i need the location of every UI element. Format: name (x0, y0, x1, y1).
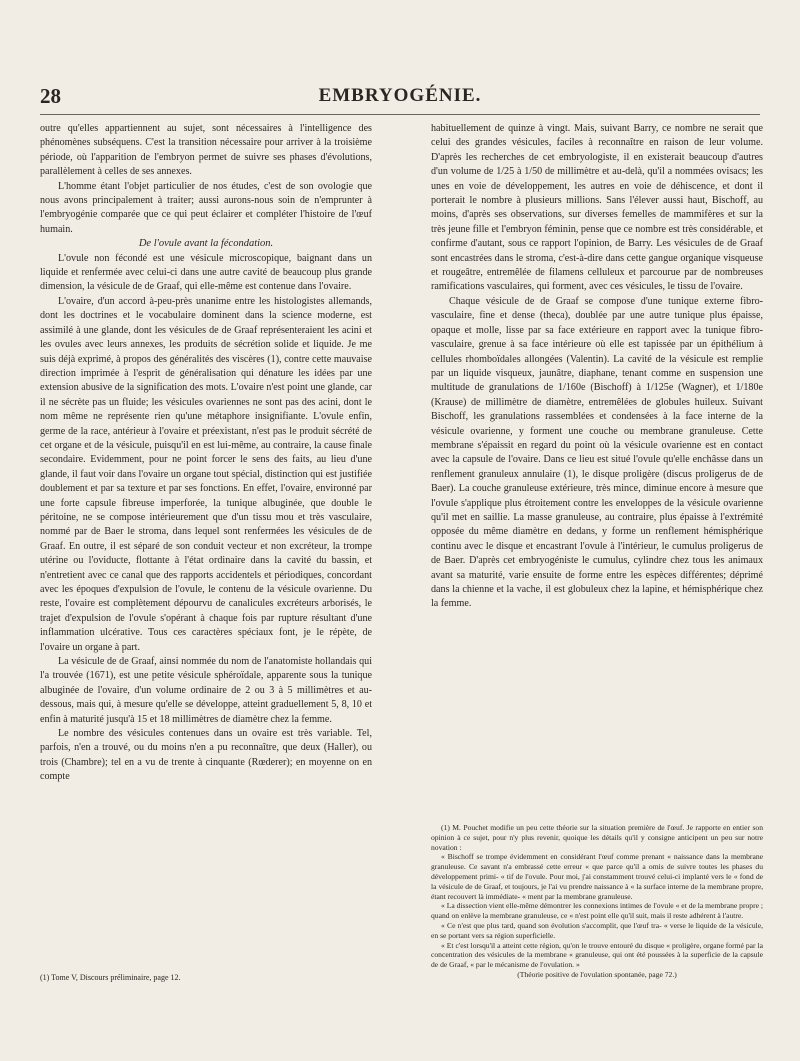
footnote-text: (1) Tome V, Discours préliminaire, page 12. (40, 973, 181, 982)
paragraph: L'homme étant l'objet particulier de nos études, c'est de son ovologie que nous avons principalement à traiter; aussi aurons-nous soin de n'emprunter à l'embryogénie comparée que ce qui peut éclairer et compléter l'histoire de l'œuf humain. (40, 180, 372, 235)
left-column (40, 122, 372, 785)
footnote-source: (Théorie positive de l'ovulation spontanée, page 72.) (517, 969, 677, 979)
paragraph: habituellement de quinze à vingt. Mais, suivant Barry, ce nombre ne serait que celui des grandes vésicules, faciles à reconnaître en raison de leur volume. D'après les recherches de cet embryologiste, il en existerait beaucoup d'autres d'un volume de 1/25 à 1/50 de millimètre et au-delà, qu'il a nommées ovisacs; les unes en voie de développement, les autres en voie de déhiscence, et dont il porterait le nombre à plusieurs millions. Sans l'élever aussi haut, Bischoff, au moins, d'après ses observations, sur diverses femelles de mammifères et sur la très jeune fille et l'embryon féminin, pense que ce nombre est très considérable, et confirme d'autant, sous ce rapport l'opinion, de Barry. Les vésicules de de Graaf sont encastrées dans le stroma, c'est-à-dire dans cette gangue organique visqueuse et rougeâtre, entremêlée de filamens celluleux et parcourue par de nombreuses ramifications vasculaires, qui forment, avec ces vésicules, le tissu de l'ovaire. (431, 123, 763, 293)
paragraph: Chaque vésicule de de Graaf se compose d'une tunique externe fibro-vasculaire, fine et dense (theca), doublée par une autre tunique plus épaisse, opaque et molle, lisse par sa face extérieure en rapport avec la tunique fibro-vasculaire, grenue à sa face intérieure où elle est tapissée par un épithélium à cellules rhomboïdales allongées (Valentin). La cavité de la vésicule est remplie par un liquide visqueux, jaunâtre, diaphane, tenant comme en suspension une multitude de granulations de 1/160e (Bischoff) à 1/125e (Wagner), et 1/180e (Krause) de millimètre de diamètre, entremêlées de globules huileux. Suivant Bischoff, les granulations rassemblées et condensées à la face interne de la vésicule ovarienne, y forment une couche ou membrane granuleuse. Cette membrane s'épaissit en regard du point où la vésicule ovarienne est en contact avec la capsule de l'ovaire. Dans ce lieu est situé l'ovule qu'elle enchâsse dans un renflement granuleux annulaire (1), le disque proligère (discus proligerus de de Baer). La couche granuleuse extérieure, très mince, diminue encore à mesure que l'ovule s'applique plus étroitement contre les enveloppes de la vésicule ovarienne qu'il met en saillie. La masse granuleuse, au contraire, plus épaisse à l'extrémité opposée du même diamètre en dedans, y forme un renflement hémisphérique continu avec le disque et encastrant l'ovule à l'intérieur, le cumulus proligerus de de Baer. D'après cet embryogéniste le cumulus, cylindre chez tous les animaux avant sa maturité, varie ensuite de forme entre les espèces différentes; déprimé dans la chienne et la vache, il est globuleux chez la lapine, et hémisphérique chez la femme. (431, 295, 763, 610)
paragraph: outre qu'elles appartiennent au sujet, sont nécessaires à l'intelligence des phénomènes subséquens. C'est la transition nécessaire pour arriver à la troisième période, où l'apparition de l'embryon permet de suivre ses phases d'évolutions, parallèlement à celles de ses annexes. (40, 123, 372, 178)
page-number: 28 (40, 84, 61, 108)
paragraph: La vésicule de de Graaf, ainsi nommée du nom de l'anatomiste hollandais qui l'a trouvée (1671), est une petite vésicule sphéroïdale, apparente sous la tunique albuginée de l'ovaire, d'un volume ordinaire de 2 ou 3 à 5 millimètres et au-dessous, mais qui, à mesure qu'elle se développe, atteint graduellement 5, 8, 10 et enfin à maturité jusqu'à 15 et 18 millimètres de diamètre chez la femme. (40, 656, 372, 725)
right-column (431, 122, 763, 612)
page-header (40, 84, 760, 115)
footnote-right (431, 823, 763, 980)
paragraph: Le nombre des vésicules contenues dans un ovaire est très variable. Tel, parfois, n'en a trouvé, ou du moins n'en a pu reconnaître, que deux (Haller), ou trois (Chambre); tel en a vu de trente à cinquante (Rœderer); en moyenne on en compte (40, 728, 372, 783)
paragraph: L'ovaire, d'un accord à-peu-près unanime entre les histologistes allemands, dont les doctrines et le vocabulaire dominent dans la science moderne, est assimilé à une glande, dont les vésicules de de Graaf représenteraient les acini et les ovules avec leurs annexes, les produits de sécrétion solide et liquide. Je me suis déjà exprimé, à propos des généralités des viscères (1), contre cette mauvaise direction imprimée à l'esprit de généralisation qui dénature les idées par une extension abusive de la signification des mots. L'ovaire n'est point une glande, car il ne sécrète pas un fluide; les vésicules ovariennes ne sont pas des acini, dont le nom même ne représente rien qu'une métaphore insignifiante. L'ovule enfin, germe de la race, antérieur à l'ovaire et préexistant, n'est pas le produit sécrété de cet organe et de la vésicule, puisqu'il en est lui-même, au contraire, la cause finale secondaire. Evidemment, pour ne point forcer le sens des faits, au lieu d'une glande, il faut voir dans l'ovaire un organe tout spécial, distinction qui est justifiée doublement et par sa texture et par ses fonctions. En effet, l'ovaire, environné par une forte capsule fibreuse imperforée, la tunique albuginée, que double le péritoine, ne se compose intérieurement que d'un tissu mou et très vasculaire, nommé par de Baer le stroma, dans lequel sont renfermées les vésicules de de Graaf. En outre, il est séparé de son conduit vecteur et non excréteur, la trompe utérine ou l'oviducte, flottante à l'état ordinaire dans la cavité du bassin, et n'entretient avec ce canal que des rapports accidentels et périodiques, concordant avec les époques d'expulsion de l'ovule, le contenu de la vésicule ovarienne. Du reste, l'ovaire est complètement dépourvu de canalicules excréteurs arborisés, le trajet d'expulsion de l'ovule s'opérant à chaque fois par rupture résultant d'une inflammation ulcérative. Tous ces caractères spéciaux font, je le répète, de l'ovaire un organe à part. (40, 295, 372, 653)
running-head: EMBRYOGÉNIE. (318, 85, 482, 106)
section-title: De l'ovule avant la fécondation. (138, 238, 274, 250)
footnote-paragraph: « Et c'est lorsqu'il a atteint cette région, qu'on le trouve entouré du disque « proligère, organe formé par la concentration des vésicules de la membrane « granuleuse, qui ont été poussées à la superficie de la capsule de de Graaf, « par le mécanisme de l'ovulation. » (431, 940, 763, 970)
footnote-paragraph: « Bischoff se trompe évidemment en considérant l'œuf comme prenant « naissance dans la membrane granuleuse. Ce savant n'a embrassé cette erreur « que parce qu'il a omis de suivre toutes les phases du développement primi- « tif de l'ovule. Pour moi, j'ai constamment trouvé celui-ci implanté vers le « fond de la vésicule de de Graaf, et toujours, je l'ai vu prendre naissance à « la surface interne de la membrane propre, étant recouvert là immédiate- « ment par la membrane granuleuse. (431, 852, 763, 901)
footnote-paragraph: « La dissection vient elle-même démontrer les connexions intimes de l'ovule « et de la membrane propre ; quand on enlève la membrane granuleuse, ce « n'est point elle qu'il suit, mais il reste adhérent à l'autre. (431, 901, 763, 921)
paragraph: L'ovule non fécondé est une vésicule microscopique, baignant dans un liquide et renfermée avec celui-ci dans une autre cavité de beaucoup plus grande dimension, la vésicule de de Graaf, qui elle-même est contenue dans l'ovaire. (40, 252, 372, 293)
footnote-left (40, 973, 372, 983)
footnote-paragraph: (1) M. Pouchet modifie un peu cette théorie sur la situation première de l'œuf. Je rapporte en entier son opinion à ce sujet, pour n'y plus revenir, quoique les détails qu'il y consigne anticipent un peu sur notre novation : (431, 823, 763, 852)
footnote-paragraph: « Ce n'est que plus tard, quand son évolution s'accomplit, que l'œuf tra- « verse le liquide de la vésicule, en se portant vers sa région superficielle. (431, 920, 763, 940)
